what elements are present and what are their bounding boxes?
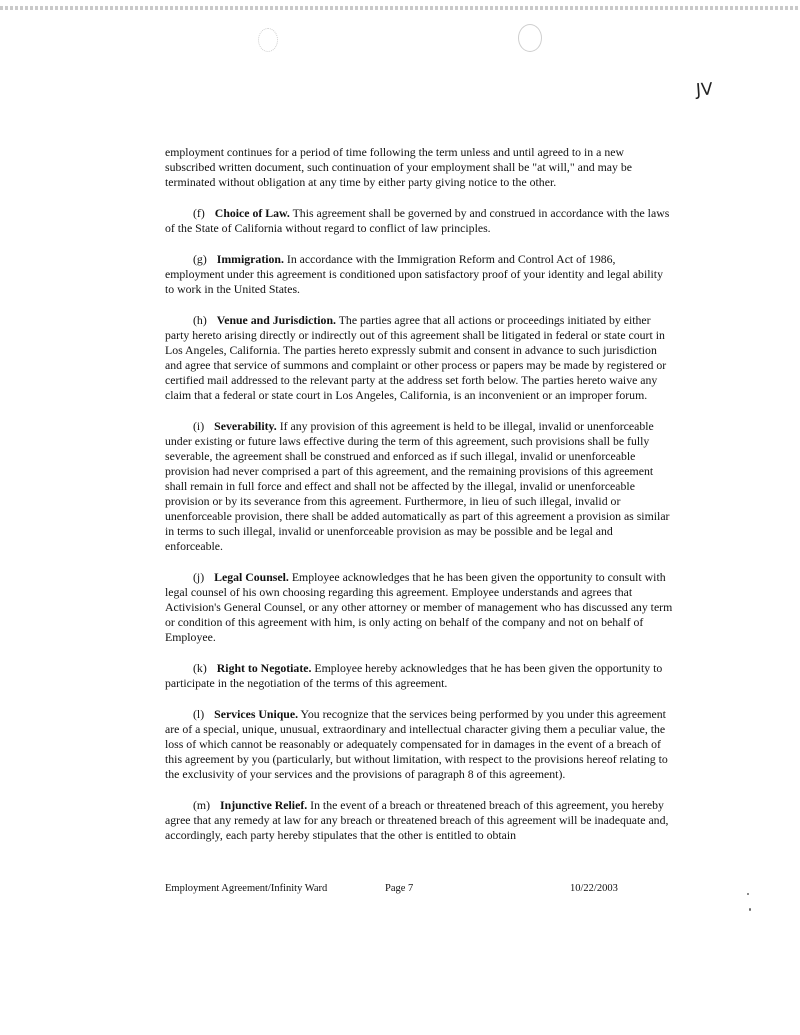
section-paragraph (165, 419, 673, 554)
section-paragraph (165, 661, 673, 691)
section-heading: Venue and Jurisdiction. (216, 313, 336, 327)
punch-hole-mark (258, 28, 278, 52)
section-text: If any provision of this agreement is held to be illegal, invalid or unenforceable under existing or future laws effective during the term of this agreement, such provisions shall be fully severable, the agreement shall be construed and enforced as if such illegal, invalid or unenforceable provision had never comprised a part of this agreement, and the remaining provisions of this agreement shall remain in full force and effect and shall not be affected by the illegal, invalid or unenforceable provision or by its severance from this agreement. Furthermore, in lieu of such illegal, invalid or unenforceable provision, there shall be added automatically as part of this agreement a provision as similar in terms to such illegal, invalid or unenforceable provision as may be possible and be legal and enforceable. (165, 419, 670, 553)
section-heading: Injunctive Relief. (220, 798, 308, 812)
section-heading: Services Unique. (214, 707, 299, 721)
section-heading: Severability. (214, 419, 277, 433)
section-letter: (j) (193, 570, 205, 584)
section-heading: Legal Counsel. (214, 570, 289, 584)
footer-date: 10/22/2003 (570, 883, 618, 894)
intro-paragraph: employment continues for a period of time following the term unless and until agreed to in a new subscribed written document, such continuation of your employment shall be "at will," and may be terminated without obligation at any time by either party giving notice to the other. (165, 145, 632, 189)
handwritten-initials: JV (695, 79, 714, 101)
section-text: Employee acknowledges that he has been given the opportunity to consult with legal counsel of his own choosing regarding this agreement. Employee understands and agrees that Activision's General Counsel, or any other attorney or member of management who has discussed any term or condition of this agreement with him, is only acting on behalf of the company and not on behalf of Employee. (165, 570, 673, 644)
section-letter: (i) (193, 419, 205, 433)
section-text: This agreement shall be governed by and construed in accordance with the laws of the State of California without regard to conflict of law principles. (165, 206, 670, 235)
section-paragraph (165, 252, 673, 297)
scan-speck (747, 893, 749, 895)
section-heading: Right to Negotiate. (216, 661, 312, 675)
section-letter: (h) (193, 313, 207, 327)
section-letter: (g) (193, 252, 207, 266)
scan-speck (749, 908, 751, 911)
section-heading: Immigration. (216, 252, 284, 266)
section-paragraph (165, 798, 673, 843)
punch-hole-mark (518, 24, 542, 52)
section-paragraph (165, 313, 673, 403)
section-text: The parties agree that all actions or proceedings initiated by either party hereto arising directly or indirectly out of this agreement shall be litigated in federal or state court in Los Angeles, California. The parties hereto expressly submit and consent in advance to such jurisdiction and agree that service of summons and complaint or other process or papers may be made by registered or certified mail addressed to the relevant party at the address set forth below. The parties hereto waive any claim that a federal or state court in Los Angeles, California, is an inconvenient or an improper forum. (165, 313, 667, 402)
section-text: You recognize that the services being performed by you under this agreement are of a special, unique, unusual, extraordinary and intellectual character giving them a peculiar value, the loss of which cannot be reasonably or adequately compensated for in damages in the event of a breach of this agreement by you (particularly, but without limitation, with respect to the provisions hereof relating to the exclusivity of your services and the provisions of paragraph 8 of this agreement). (165, 707, 668, 781)
section-text: In accordance with the Immigration Reform and Control Act of 1986, employment under this agreement is conditioned upon satisfactory proof of your identity and legal ability to work in the United States. (165, 252, 663, 296)
section-text: Employee hereby acknowledges that he has been given the opportunity to participate in the negotiation of the terms of this agreement. (165, 661, 663, 690)
section-letter: (l) (193, 707, 205, 721)
section-text: In the event of a breach or threatened breach of this agreement, you hereby agree that any remedy at law for any breach or threatened breach of this agreement will be inadequate and, accordingly, each party hereby stipulates that the other is entitled to obtain (165, 798, 669, 842)
agreement-body (165, 145, 673, 859)
section-letter: (k) (193, 661, 207, 675)
section-letter: (m) (193, 798, 211, 812)
section-paragraph (165, 206, 673, 236)
section-paragraph (165, 707, 673, 782)
scan-edge-artifact (0, 6, 800, 10)
section-heading: Choice of Law. (214, 206, 290, 220)
footer-page-number: Page 7 (385, 883, 414, 894)
section-letter: (f) (193, 206, 205, 220)
footer-document-title: Employment Agreement/Infinity Ward (165, 883, 328, 894)
section-paragraph (165, 570, 673, 645)
page-footer (165, 883, 665, 899)
sections-list (165, 206, 673, 843)
